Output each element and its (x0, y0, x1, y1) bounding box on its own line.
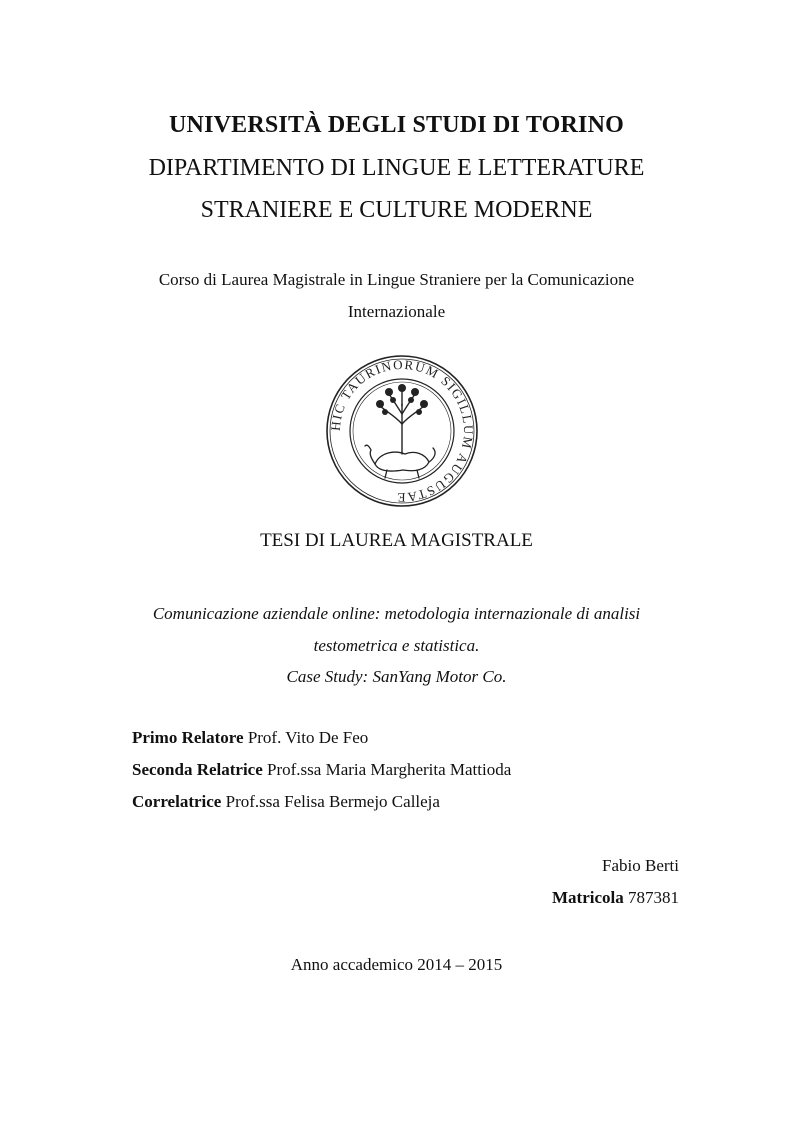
department-line-1: DIPARTIMENTO DI LINGUE E LETTERATURE (148, 155, 645, 181)
academic-year: Anno accademico 2014 – 2015 (290, 955, 503, 974)
candidate-name: Fabio Berti (602, 856, 679, 875)
supervisor-role: Correlatrice (132, 792, 222, 811)
supervisor-name: Prof.ssa Maria Margherita Mattioda (267, 760, 512, 779)
supervisor-name: Prof. Vito De Feo (247, 728, 369, 747)
university-name: UNIVERSITÀ DEGLI STUDI DI TORINO (169, 112, 624, 138)
university-seal-icon (325, 354, 479, 508)
course-line-2: Internazionale (347, 302, 446, 321)
supervisor-seconda-relatrice (132, 760, 511, 780)
matricola-label: Matricola (552, 888, 624, 907)
matricola-value: 787381 (628, 888, 679, 907)
supervisor-primo-relatore (132, 728, 368, 748)
thesis-type: TESI DI LAUREA MAGISTRALE (260, 530, 533, 551)
supervisor-name: Prof.ssa Felisa Bermejo Calleja (225, 792, 440, 811)
course-line-1: Corso di Laurea Magistrale in Lingue Straniere per la Comunicazione (158, 270, 635, 289)
supervisor-role: Primo Relatore (132, 728, 244, 747)
thesis-title-line-1: Comunicazione aziendale online: metodologia internazionale di analisi (152, 604, 641, 623)
candidate-matricola (552, 888, 679, 908)
thesis-title-line-3: Case Study: SanYang Motor Co. (286, 667, 507, 686)
supervisor-role: Seconda Relatrice (132, 760, 263, 779)
department-line-2: STRANIERE E CULTURE MODERNE (200, 197, 593, 223)
supervisor-correlatrice (132, 792, 440, 812)
thesis-title-line-2: testometrica e statistica. (313, 636, 480, 655)
seal-inscription: HIC TAURINORUM SIGILLUM AUGUSTAE (327, 356, 477, 506)
